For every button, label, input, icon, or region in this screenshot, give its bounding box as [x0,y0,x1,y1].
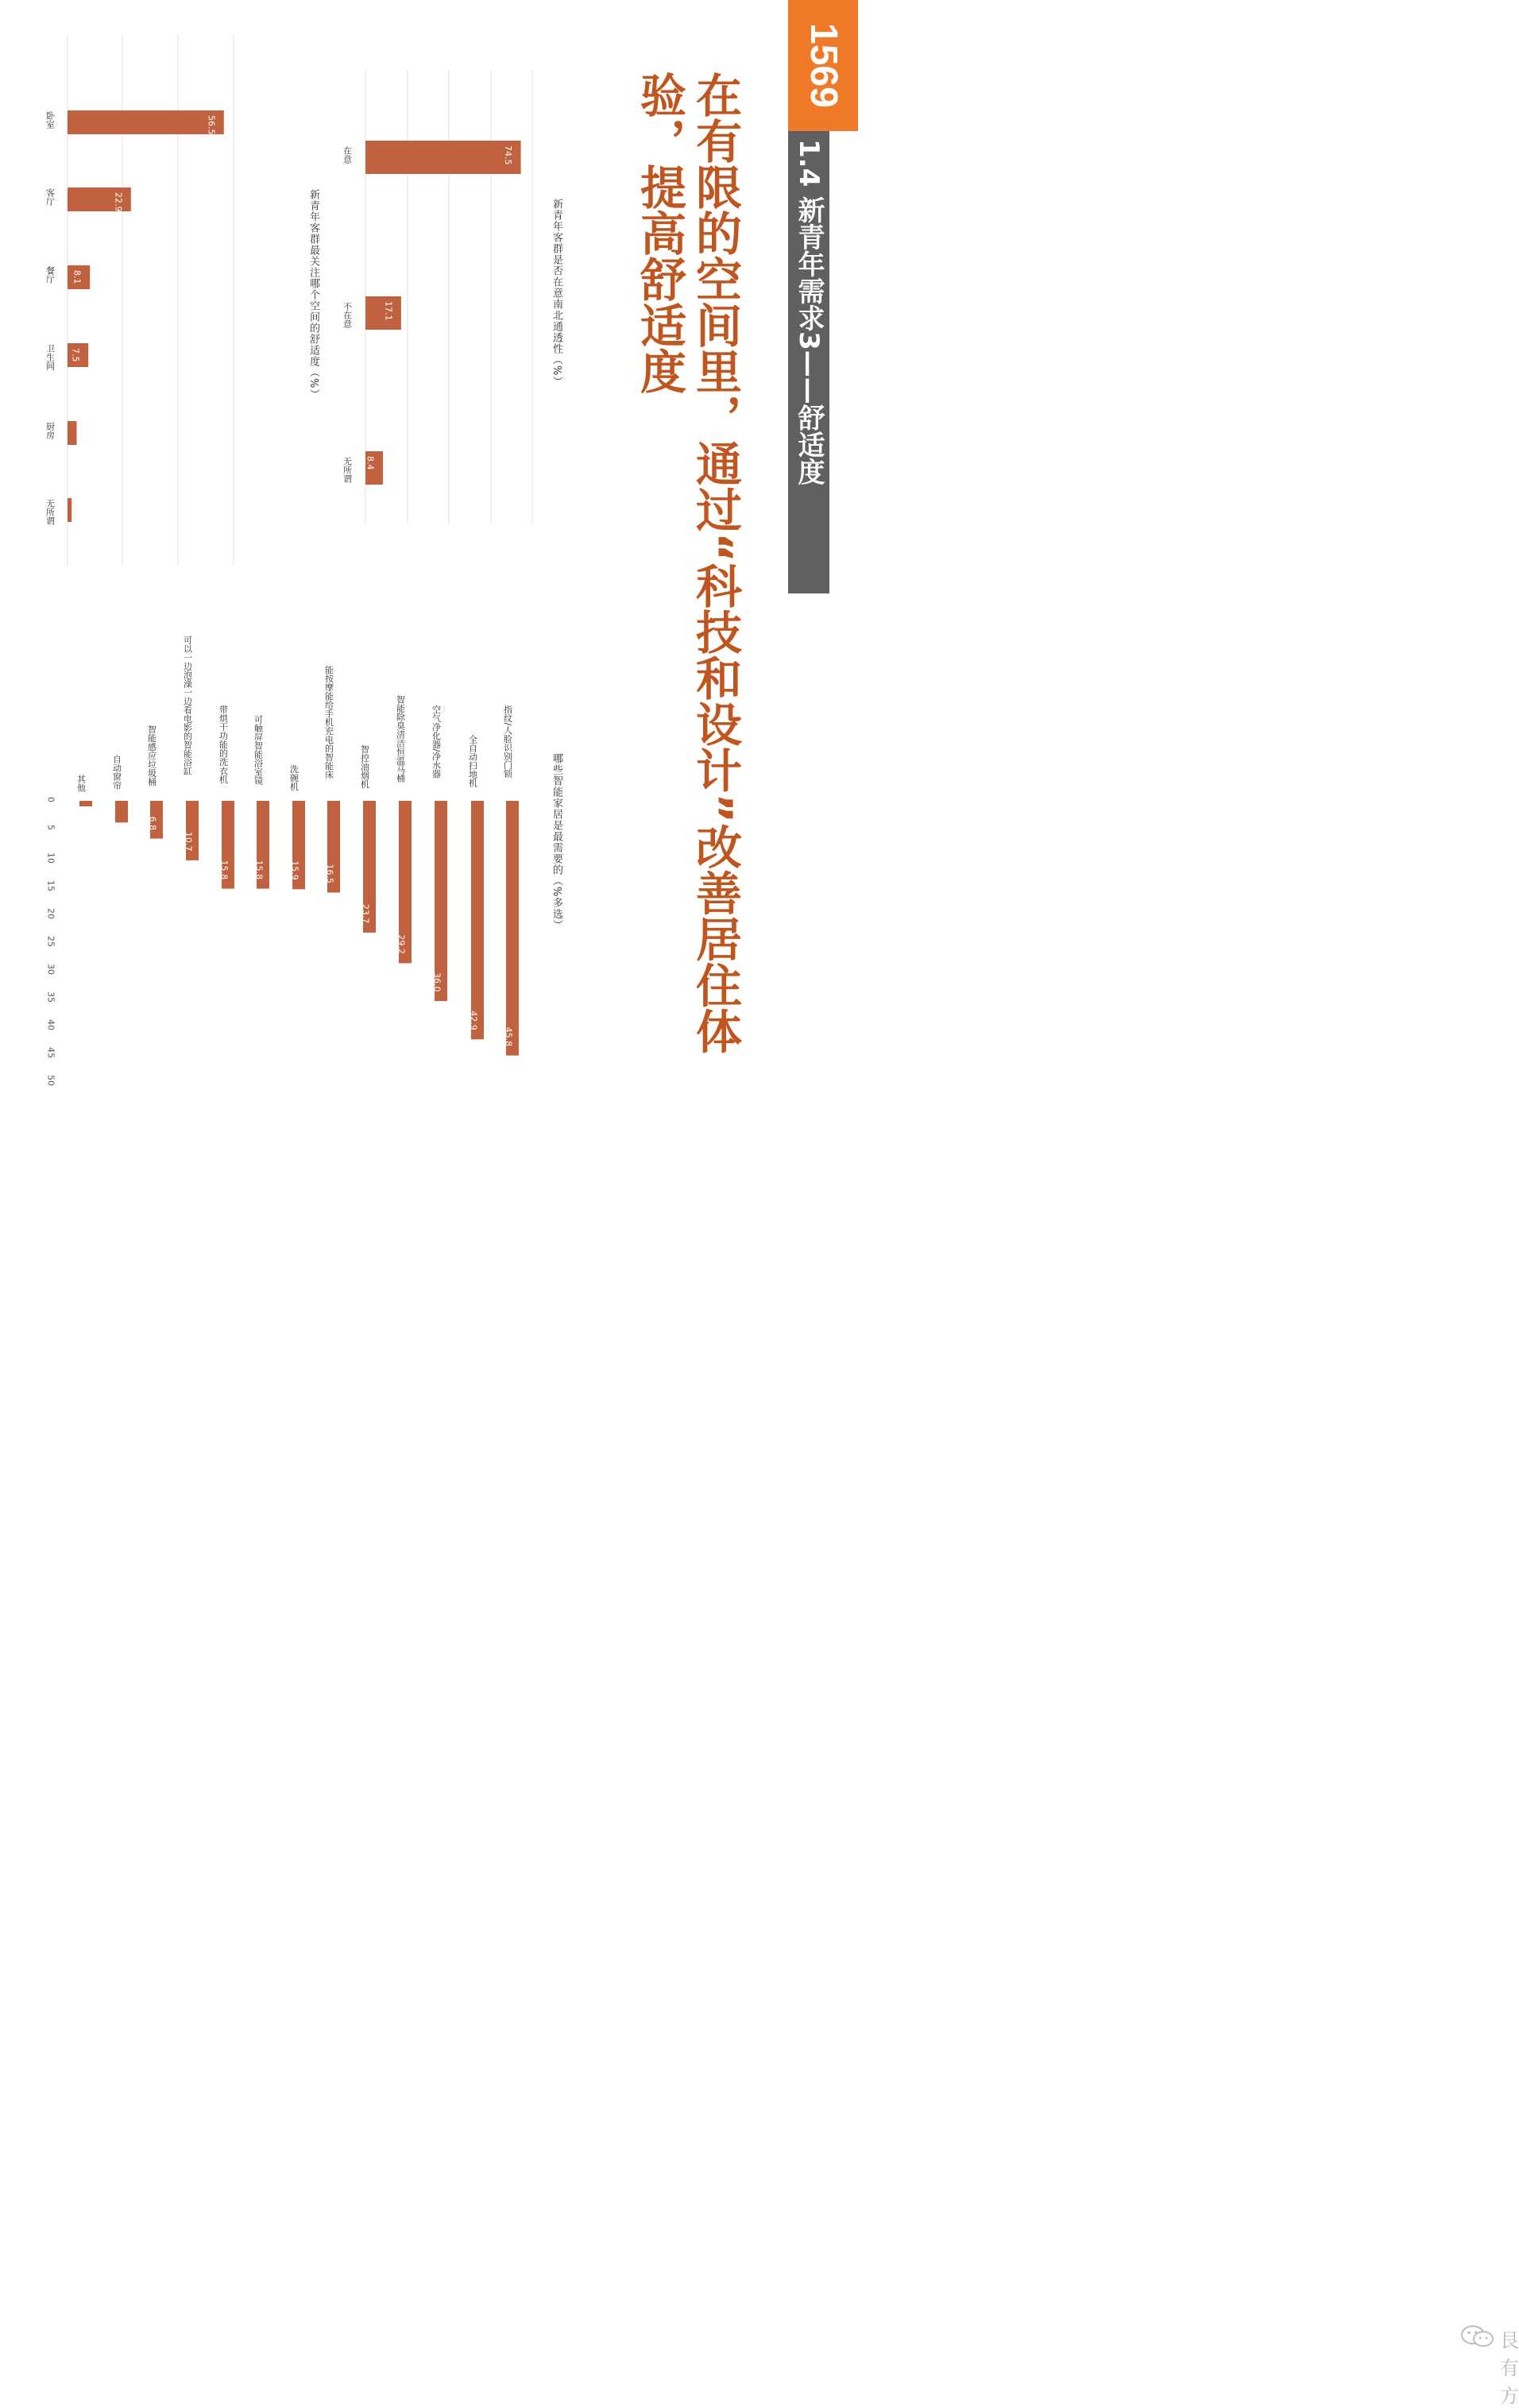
smart-home-data-label-7: 15.8 [253,860,265,880]
smart-home-category-label-11: 自动窗帘 [111,755,122,790]
smart-home-tick-label-3: 15 [45,880,56,891]
space-comfort-bar-4 [68,421,76,445]
smart-home-data-label-1: 42.9 [468,1011,479,1030]
section-title: 1.4 新青年需求3——舒适度 [793,139,825,485]
north-south-category-label-2: 无所谓 [342,457,353,483]
smart-home-category-label-5: 能按摩能给手机充电的智能床 [323,665,334,779]
smart-home-data-label-5: 16.5 [324,864,335,883]
chart-title-space-comfort: 新青年客群最关注哪个空间的舒适度（%） [307,189,319,400]
smart-home-category-label-10: 智能感应垃圾桶 [146,725,157,787]
smart-home-tick-label-4: 20 [45,908,56,919]
smart-home-bar-11 [115,801,128,822]
space-comfort-data-label-0: 56.5 [206,115,217,135]
smart-home-tick-label-6: 30 [45,964,56,975]
north-south-bar-0 [365,141,521,174]
smart-home-category-label-12: 其他 [75,775,87,792]
space-comfort-bar-5 [68,498,72,522]
smart-home-category-label-1: 全自动扫地机 [467,735,478,787]
space-comfort-category-label-1: 客厅 [44,188,56,206]
space-comfort-data-label-1: 22.9 [113,192,124,212]
smart-home-category-label-4: 智控油烟机 [359,744,370,789]
smart-home-category-label-3: 智能除臭清洁恒温马桶 [395,695,406,783]
north-south-data-label-0: 74.5 [503,145,514,165]
space-comfort-category-label-2: 餐厅 [44,266,56,284]
smart-home-data-label-4: 23.7 [360,903,371,924]
smart-home-bar-9 [183,801,199,860]
smart-home-bar-12 [79,801,92,806]
space-comfort-category-label-3: 卫生间 [44,344,56,370]
smart-home-bar-0 [503,801,519,1056]
smart-home-data-label-6: 15.9 [289,860,300,880]
north-south-data-label-2: 8.4 [365,456,376,470]
smart-home-tick-label-1: 5 [45,825,56,830]
smart-home-tick-label-0: 0 [45,797,56,802]
smart-home-category-label-8: 带烘干功能的洗衣机 [218,705,229,784]
smart-home-data-label-9: 10.7 [183,831,194,852]
smart-home-tick-label-5: 25 [45,936,56,947]
smart-home-data-label-3: 29.2 [396,934,407,954]
smart-home-bar-1 [468,801,484,1039]
smart-home-tick-label-10: 50 [45,1075,56,1086]
space-comfort-category-label-5: 无所谓 [44,499,56,525]
space-comfort-category-label-4: 厨房 [44,422,56,439]
chart-title-smart-home: 哪些智能家居是最需要的（%多选） [551,753,562,931]
smart-home-data-label-0: 45.8 [503,1026,514,1047]
smart-home-tick-label-7: 35 [45,991,56,1003]
smart-home-tick-label-2: 10 [45,852,56,864]
page-number: 1569 [802,23,845,108]
watermark-text: 艮有方 [1500,2329,1519,2407]
north-south-data-label-1: 17.1 [383,301,394,321]
wechat-icon [1460,2325,1495,2348]
smart-home-category-label-7: 可触屏智能浴室镜 [253,715,264,785]
smart-home-bar-2 [435,801,447,1001]
north-south-category-label-1: 不在意 [342,302,353,328]
smart-home-data-label-8: 15.8 [218,860,230,880]
north-south-category-label-0: 在意 [342,146,353,164]
space-comfort-data-label-3: 7.5 [70,348,81,362]
smart-home-tick-label-9: 45 [45,1047,56,1058]
smart-home-category-label-6: 洗碗机 [288,764,300,791]
smart-home-category-label-0: 指纹/人脸识别门锁 [502,705,513,779]
smart-home-data-label-10: 6.8 [147,816,158,831]
charts-canvas [0,0,858,1214]
smart-home-tick-label-8: 40 [45,1019,56,1030]
space-comfort-data-label-2: 8.1 [72,270,83,284]
chart-title-north-south: 新青年客群是否在意南北通透性（%） [551,199,562,388]
smart-home-data-label-2: 36.0 [431,972,443,992]
space-comfort-bar-0 [68,110,224,134]
smart-home-category-label-2: 空气净化器/净水器 [431,705,442,779]
headline: 在有限的空间里，通过“科技和设计”改善居住体验，提高舒适度 [632,72,742,1054]
space-comfort-category-label-0: 卧室 [44,111,56,129]
smart-home-category-label-9: 可以一边泡澡一边看电影的智能浴缸 [182,636,193,775]
